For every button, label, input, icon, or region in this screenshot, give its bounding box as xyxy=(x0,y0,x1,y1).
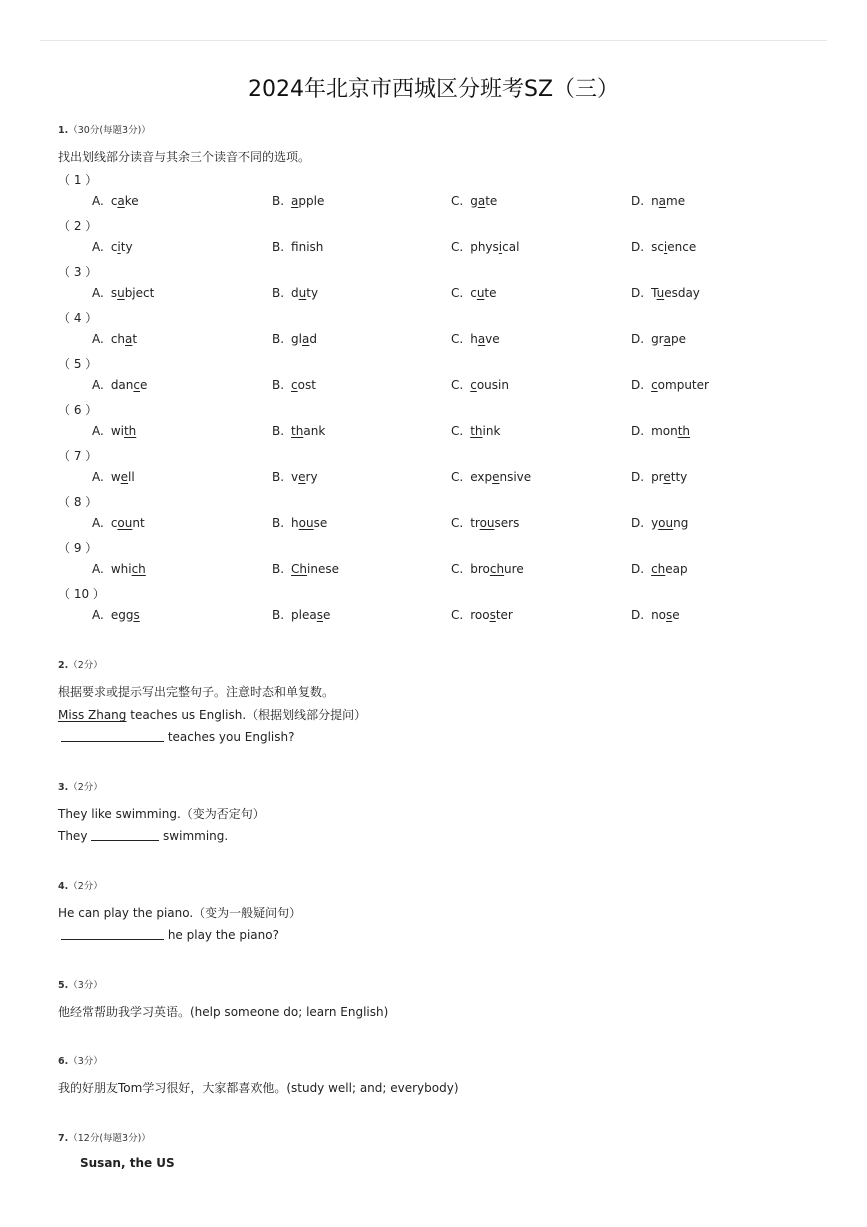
word-part: se xyxy=(313,516,328,530)
word-part: ost xyxy=(297,378,316,392)
question-2-answer xyxy=(58,729,294,744)
word-part: c xyxy=(110,516,118,530)
question-score: （3分） xyxy=(68,1056,103,1067)
underlined-letters: e xyxy=(492,470,500,484)
option-letter: C. xyxy=(451,424,464,438)
underlined-letters: c xyxy=(651,378,658,392)
answer-blank[interactable] xyxy=(91,828,159,841)
word-part: me xyxy=(666,194,686,208)
word-part: ch xyxy=(110,332,126,346)
option-b[interactable] xyxy=(272,516,327,530)
option-d[interactable] xyxy=(631,378,709,392)
question-4-answer xyxy=(58,927,279,942)
option-b[interactable] xyxy=(272,194,324,208)
option-letter: D. xyxy=(631,608,645,622)
question-2-instruction: 根据要求或提示写出完整句子。注意时态和单复数。 xyxy=(58,685,335,699)
item-number: （ 10 ） xyxy=(58,587,105,601)
option-letter: B. xyxy=(272,562,285,576)
word-part: ence xyxy=(667,240,697,254)
item-number: （ 8 ） xyxy=(58,495,98,509)
word-part: pple xyxy=(298,194,325,208)
option-letter: A. xyxy=(92,378,104,392)
option-letter: B. xyxy=(272,378,285,392)
underlined-letters: a xyxy=(658,194,667,208)
word-part: ng xyxy=(673,516,689,530)
underlined-letters: s xyxy=(133,608,140,622)
underlined-letters: u xyxy=(476,286,485,300)
question-number: 1. xyxy=(58,125,69,136)
option-d[interactable] xyxy=(631,562,688,576)
question-score: （12分(每题3分)） xyxy=(68,1133,151,1144)
word-part: s xyxy=(110,286,118,300)
option-c[interactable] xyxy=(451,240,519,254)
option-letter: D. xyxy=(631,332,645,346)
question-score: （2分） xyxy=(68,660,103,671)
underlined-letters: c xyxy=(291,378,298,392)
option-letter: A. xyxy=(92,194,104,208)
page-title: 2024年北京市西城区分班考SZ（三） xyxy=(247,77,620,102)
question-number: 2. xyxy=(58,660,69,671)
word-part: cal xyxy=(502,240,520,254)
option-letter: D. xyxy=(631,424,645,438)
option-a[interactable] xyxy=(92,286,154,300)
option-c[interactable] xyxy=(451,194,497,208)
option-c[interactable] xyxy=(451,378,509,392)
word-part: v xyxy=(291,470,299,484)
option-d[interactable] xyxy=(631,470,687,484)
answer-text: teaches you English? xyxy=(164,730,295,744)
option-b[interactable] xyxy=(272,332,317,346)
option-letter: C. xyxy=(451,608,464,622)
option-letter: C. xyxy=(451,562,464,576)
option-letter: A. xyxy=(92,332,104,346)
option-a[interactable] xyxy=(92,240,133,254)
option-letter: C. xyxy=(451,286,464,300)
option-c[interactable] xyxy=(451,332,500,346)
option-c[interactable] xyxy=(451,562,524,576)
underlined-letters: s xyxy=(666,608,673,622)
word-part: te xyxy=(484,286,497,300)
option-letter: D. xyxy=(631,516,645,530)
option-a[interactable] xyxy=(92,516,145,530)
word-part: nsive xyxy=(499,470,532,484)
word-part: dan xyxy=(110,378,134,392)
word-part: exp xyxy=(470,470,493,484)
question-number: 3. xyxy=(58,782,69,793)
option-letter: A. xyxy=(92,470,104,484)
option-b[interactable] xyxy=(272,378,316,392)
underlined-letters: ch xyxy=(651,562,666,576)
word-part: te xyxy=(485,194,498,208)
answer-blank[interactable] xyxy=(61,927,164,940)
word-part: sc xyxy=(651,240,664,254)
underlined-letters: a xyxy=(117,194,125,208)
question-2-header xyxy=(58,657,103,671)
word-part: h xyxy=(470,332,478,346)
underlined-letters: s xyxy=(316,608,323,622)
underlined-letters: i xyxy=(498,240,503,254)
word-part: w xyxy=(110,470,121,484)
option-letter: C. xyxy=(451,470,464,484)
word-part: ank xyxy=(303,424,326,438)
question-3-sentence: They like swimming.（变为否定句） xyxy=(58,807,265,821)
answer-text: swimming. xyxy=(159,829,229,843)
word-part: gl xyxy=(291,332,302,346)
option-a[interactable] xyxy=(92,424,136,438)
underlined-letters: i xyxy=(117,240,121,254)
question-number: 6. xyxy=(58,1056,69,1067)
word-part: plea xyxy=(291,608,317,622)
option-b[interactable] xyxy=(272,608,330,622)
underlined-letters: a xyxy=(477,194,486,208)
item-number: （ 5 ） xyxy=(58,357,98,371)
sentence-text: teaches us English.（根据划线部分提问） xyxy=(126,708,367,722)
word-part: tr xyxy=(470,516,480,530)
item-number: （ 6 ） xyxy=(58,403,98,417)
word-part: bro xyxy=(470,562,490,576)
option-b[interactable] xyxy=(272,286,318,300)
word-part: pe xyxy=(670,332,686,346)
word-part: c xyxy=(470,286,477,300)
option-a[interactable] xyxy=(92,332,137,346)
word-part: ve xyxy=(485,332,500,346)
underlined-letters: e xyxy=(663,470,671,484)
underlined-letters: i xyxy=(663,240,668,254)
underlined-letters: a xyxy=(663,332,671,346)
option-letter: D. xyxy=(631,194,645,208)
word-part: e xyxy=(323,608,331,622)
option-c[interactable] xyxy=(451,516,519,530)
top-divider xyxy=(40,40,827,41)
word-part: no xyxy=(651,608,667,622)
underlined-letters: ch xyxy=(131,562,146,576)
word-part: t xyxy=(132,332,138,346)
item-number: （ 3 ） xyxy=(58,265,98,279)
option-a[interactable] xyxy=(92,378,147,392)
question-5-sentence: 他经常帮助我学习英语。(help someone do; learn English) xyxy=(58,1005,389,1019)
option-letter: B. xyxy=(272,424,285,438)
option-letter: A. xyxy=(92,424,104,438)
question-score: （3分） xyxy=(68,980,103,991)
option-letter: D. xyxy=(631,378,645,392)
option-letter: C. xyxy=(451,378,464,392)
answer-text: he play the piano? xyxy=(164,928,279,942)
option-letter: A. xyxy=(92,608,104,622)
word-part: ry xyxy=(305,470,318,484)
word-part: e xyxy=(140,378,148,392)
word-part: gr xyxy=(651,332,664,346)
option-d[interactable] xyxy=(631,332,686,346)
word-part: wi xyxy=(110,424,124,438)
underlined-letters: s xyxy=(489,608,496,622)
underlined-letters: a xyxy=(125,332,133,346)
word-part: inese xyxy=(307,562,339,576)
option-letter: C. xyxy=(451,240,464,254)
item-number: （ 2 ） xyxy=(58,219,98,233)
underlined-letters: u xyxy=(656,286,665,300)
underlined-letters: ch xyxy=(489,562,505,576)
word-part: roo xyxy=(470,608,490,622)
underlined-letters: th xyxy=(123,424,137,438)
word-part: whi xyxy=(110,562,132,576)
underlined-letters: ou xyxy=(479,516,495,530)
option-d[interactable] xyxy=(631,516,688,530)
word-part: bject xyxy=(124,286,155,300)
option-letter: B. xyxy=(272,332,285,346)
word-part: sers xyxy=(494,516,520,530)
option-letter: A. xyxy=(92,240,104,254)
underlined-letters: c xyxy=(133,378,140,392)
word-part: n xyxy=(651,194,659,208)
underlined-letters: th xyxy=(291,424,304,438)
answer-text: They xyxy=(58,829,92,843)
item-number: （ 1 ） xyxy=(58,173,98,187)
underlined-phrase: Miss Zhang xyxy=(58,708,127,722)
word-part: ink xyxy=(482,424,501,438)
passage-title: Susan, the US xyxy=(80,1156,175,1170)
word-part: d xyxy=(291,286,299,300)
question-5-header xyxy=(58,977,103,991)
question-3-header xyxy=(58,779,103,793)
word-part: mon xyxy=(651,424,678,438)
underlined-letters: ou xyxy=(298,516,314,530)
option-letter: B. xyxy=(272,470,285,484)
word-part: e xyxy=(672,608,680,622)
option-letter: B. xyxy=(272,608,285,622)
word-part: nish xyxy=(298,240,324,254)
word-part: esday xyxy=(664,286,700,300)
word-part: c xyxy=(110,240,118,254)
word-part: c xyxy=(110,194,118,208)
answer-blank[interactable] xyxy=(61,729,164,742)
underlined-letters: ou xyxy=(658,516,674,530)
question-7-header xyxy=(58,1130,151,1144)
option-b[interactable] xyxy=(272,240,323,254)
option-c[interactable] xyxy=(451,286,497,300)
underlined-letters: a xyxy=(302,332,310,346)
option-b[interactable] xyxy=(272,424,325,438)
question-1-instruction: 找出划线部分读音与其余三个读音不同的选项。 xyxy=(58,150,311,164)
question-number: 4. xyxy=(58,881,69,892)
underlined-letters: a xyxy=(291,194,299,208)
option-c[interactable] xyxy=(451,470,531,484)
option-b[interactable] xyxy=(272,562,339,576)
word-part: h xyxy=(291,516,299,530)
item-number: （ 9 ） xyxy=(58,541,98,555)
option-letter: B. xyxy=(272,286,285,300)
question-4-sentence: He can play the piano.（变为一般疑问句） xyxy=(58,906,302,920)
underlined-letters: a xyxy=(477,332,486,346)
question-6-sentence: 我的好朋友Tom学习很好，大家都喜欢他。(study well; and; everybody) xyxy=(58,1081,459,1095)
option-letter: B. xyxy=(272,240,285,254)
word-part: y xyxy=(651,516,659,530)
option-a[interactable] xyxy=(92,608,140,622)
option-d[interactable] xyxy=(631,424,690,438)
option-d[interactable] xyxy=(631,608,680,622)
word-part: eap xyxy=(665,562,688,576)
underlined-letters: e xyxy=(298,470,306,484)
option-letter: C. xyxy=(451,516,464,530)
option-d[interactable] xyxy=(631,286,700,300)
option-c[interactable] xyxy=(451,608,513,622)
underlined-letters: c xyxy=(470,378,477,392)
option-d[interactable] xyxy=(631,194,685,208)
word-part: egg xyxy=(110,608,134,622)
word-part: ousin xyxy=(476,378,509,392)
option-letter: D. xyxy=(631,562,645,576)
option-letter: D. xyxy=(631,470,645,484)
option-letter: A. xyxy=(92,562,104,576)
item-number: （ 4 ） xyxy=(58,311,98,325)
word-part: nt xyxy=(132,516,145,530)
underlined-letters: u xyxy=(298,286,307,300)
word-part: ter xyxy=(495,608,513,622)
option-b[interactable] xyxy=(272,470,318,484)
option-a[interactable] xyxy=(92,194,139,208)
question-score: （2分） xyxy=(68,881,103,892)
word-part: pr xyxy=(651,470,664,484)
word-part: omputer xyxy=(657,378,709,392)
option-a[interactable] xyxy=(92,470,135,484)
underlined-letters: u xyxy=(117,286,125,300)
item-number: （ 7 ） xyxy=(58,449,98,463)
question-1-header xyxy=(58,122,151,136)
word-part: d xyxy=(309,332,317,346)
word-part: tty xyxy=(670,470,688,484)
underlined-letters: th xyxy=(677,424,691,438)
question-2-sentence xyxy=(58,706,366,723)
question-6-header xyxy=(58,1053,103,1067)
option-letter: D. xyxy=(631,240,645,254)
word-part: g xyxy=(470,194,478,208)
question-3-answer xyxy=(58,828,228,843)
option-letter: C. xyxy=(451,332,464,346)
option-a[interactable] xyxy=(92,562,146,576)
word-part: ty xyxy=(306,286,319,300)
word-part: T xyxy=(651,286,657,300)
option-letter: D. xyxy=(631,286,645,300)
question-4-header xyxy=(58,878,103,892)
word-part: ure xyxy=(504,562,524,576)
underlined-letters: ou xyxy=(117,516,133,530)
question-score: （2分） xyxy=(68,782,103,793)
word-part: ty xyxy=(120,240,133,254)
question-number: 5. xyxy=(58,980,69,991)
underlined-letters: th xyxy=(470,424,483,438)
word-part: ke xyxy=(124,194,139,208)
option-letter: B. xyxy=(272,516,285,530)
underlined-letters: e xyxy=(120,470,129,484)
word-part: phys xyxy=(470,240,499,254)
option-letter: A. xyxy=(92,286,104,300)
option-letter: B. xyxy=(272,194,285,208)
question-number: 7. xyxy=(58,1133,69,1144)
underlined-letters: Ch xyxy=(291,562,308,576)
option-letter: C. xyxy=(451,194,464,208)
question-score: （30分(每题3分)） xyxy=(68,125,151,136)
word-part: f xyxy=(291,240,299,254)
option-c[interactable] xyxy=(451,424,500,438)
option-d[interactable] xyxy=(631,240,696,254)
option-letter: A. xyxy=(92,516,104,530)
word-part: ll xyxy=(128,470,135,484)
